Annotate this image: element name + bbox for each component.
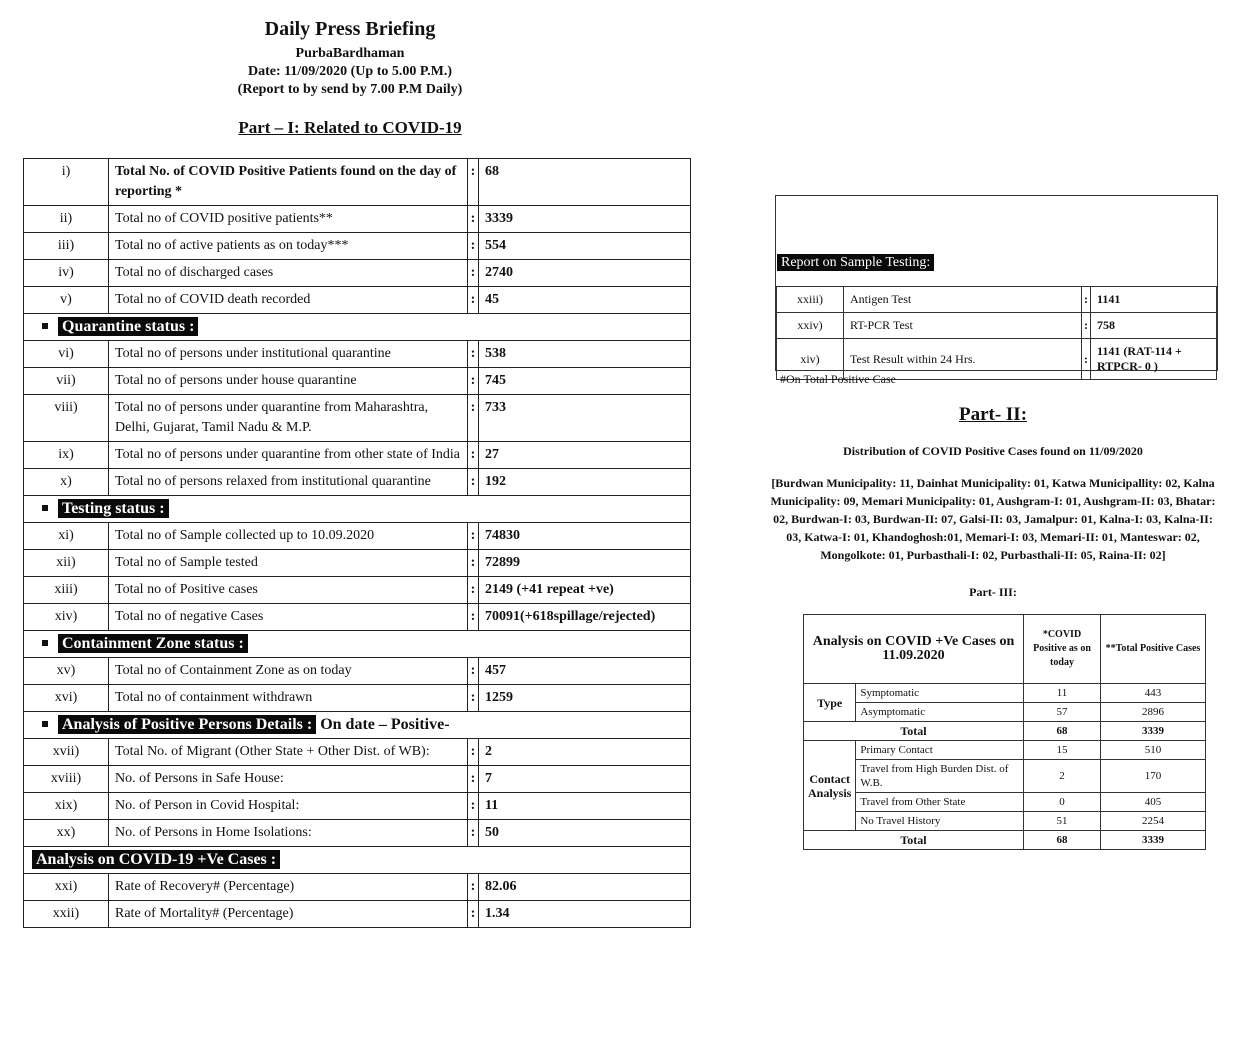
- analysis-persons-heading: [24, 712, 691, 739]
- row-value: 1141: [1091, 287, 1217, 313]
- row-colon: :: [468, 206, 479, 233]
- row-colon: :: [468, 469, 479, 496]
- row-colon: :: [468, 395, 479, 442]
- contact-total-label: Total: [804, 831, 1024, 850]
- analysis-persons-heading-suffix: On date – Positive-: [320, 716, 450, 733]
- row-number: xi): [24, 523, 109, 550]
- row-value: 1141 (RAT-114 + RTPCR- 0 ): [1091, 339, 1217, 380]
- symptomatic-total: 443: [1101, 684, 1206, 703]
- table-row: [24, 442, 691, 469]
- table-row: [24, 159, 691, 206]
- contact-total-today: 68: [1024, 831, 1101, 850]
- no-travel-total: 2254: [1101, 812, 1206, 831]
- table-row: [24, 206, 691, 233]
- row-label: Total no of containment withdrawn: [109, 685, 468, 712]
- row-colon: :: [468, 901, 479, 928]
- section-row: [24, 847, 691, 874]
- analysis-cases-heading: [24, 847, 691, 874]
- symptomatic-label: Symptomatic: [856, 684, 1024, 703]
- table-row: [24, 233, 691, 260]
- table-row: [24, 793, 691, 820]
- row-label: Rate of Mortality# (Percentage): [109, 901, 468, 928]
- row-colon: :: [468, 233, 479, 260]
- report-note: (Report to by send by 7.00 P.M Daily): [237, 82, 463, 97]
- part2-title: Part- II:: [958, 404, 1028, 425]
- row-label: Total No. of COVID Positive Patients found on the day of reporting *: [109, 159, 468, 206]
- testing-status-heading-text: Testing status :: [58, 499, 169, 518]
- row-colon: :: [468, 341, 479, 368]
- primary-contact-label: Primary Contact: [856, 741, 1024, 760]
- analysis-persons-heading-text: Analysis of Positive Persons Details :: [58, 715, 316, 734]
- high-burden-label: Travel from High Burden Dist. of W.B.: [856, 760, 1024, 793]
- row-label: No. of Person in Covid Hospital:: [109, 793, 468, 820]
- table-row: [24, 395, 691, 442]
- district-name: PurbaBardhaman: [295, 46, 405, 61]
- report-date: Date: 11/09/2020 (Up to 5.00 P.M.): [247, 64, 453, 79]
- row-number: xxiv): [777, 313, 844, 339]
- quarantine-status-heading: [24, 314, 691, 341]
- row-number: xviii): [24, 766, 109, 793]
- row-colon: :: [1082, 313, 1091, 339]
- analysis-head-title: Analysis on COVID +Ve Cases on 11.09.2020: [804, 615, 1024, 684]
- row-value: 72899: [479, 550, 691, 577]
- row-value: 11: [479, 793, 691, 820]
- row-colon: :: [468, 739, 479, 766]
- no-travel-today: 51: [1024, 812, 1101, 831]
- containment-status-heading: [24, 631, 691, 658]
- row-colon: :: [468, 368, 479, 395]
- row-number: v): [24, 287, 109, 314]
- table-row: [24, 604, 691, 631]
- row-number: xiv): [777, 339, 844, 380]
- row-label: Total no of discharged cases: [109, 260, 468, 287]
- table-row: [24, 469, 691, 496]
- asymptomatic-label: Asymptomatic: [856, 703, 1024, 722]
- row-value: 50: [479, 820, 691, 847]
- part3-title: Part- III:: [969, 585, 1017, 599]
- row-number: xiii): [24, 577, 109, 604]
- section-row: [24, 631, 691, 658]
- high-burden-total: 170: [1101, 760, 1206, 793]
- row-value: 7: [479, 766, 691, 793]
- row-label: Total no of active patients as on today***: [109, 233, 468, 260]
- no-travel-label: No Travel History: [856, 812, 1024, 831]
- row-number: vi): [24, 341, 109, 368]
- row-label: RT-PCR Test: [844, 313, 1082, 339]
- row-value: 192: [479, 469, 691, 496]
- footnote: #On Total Positive Case: [780, 372, 896, 386]
- row-colon: :: [468, 260, 479, 287]
- primary-contact-today: 15: [1024, 741, 1101, 760]
- table-row: [24, 766, 691, 793]
- row-number: xv): [24, 658, 109, 685]
- part1-title: Part – I: Related to COVID-19: [238, 118, 462, 137]
- row-colon: :: [1082, 339, 1091, 380]
- row-label: Total no of persons under quarantine from other state of India: [109, 442, 468, 469]
- contact-total-total: 3339: [1101, 831, 1206, 850]
- row-label: Antigen Test: [844, 287, 1082, 313]
- section-row: [24, 712, 691, 739]
- row-value: 45: [479, 287, 691, 314]
- row-label: Total no of COVID positive patients**: [109, 206, 468, 233]
- row-label: Total no of Sample tested: [109, 550, 468, 577]
- row-label: Total No. of Migrant (Other State + Other Dist. of WB):: [109, 739, 468, 766]
- row-value: 70091(+618spillage/rejected): [479, 604, 691, 631]
- row-number: iv): [24, 260, 109, 287]
- row-value: 758: [1091, 313, 1217, 339]
- bullet-icon: [42, 505, 48, 511]
- row-value: 2740: [479, 260, 691, 287]
- table-row: [24, 260, 691, 287]
- distribution-list: [Burdwan Municipality: 11, Dainhat Municipality: 01, Katwa Municipallity: 02, Kalna Municipality: 09, Memari Municipality: 01, Aushgram-I: 01, Aushgram-II: 03, Bhatar: 02, Burdwan-I: 03, Burdwan-II: 07, Galsi-II: 03, Jamalpur: 01, Kalna-I: 03, Kalna-II: 03, Katwa-I: 01, Khandoghosh:01, Memari-I: 03, Memari-II: 01, Manteswar: 02, Mongolkote: 01, Purbasthali-I: 02, Purbasthali-II: 05, Raina-II: 02]: [770, 476, 1216, 562]
- row-label: Total no of persons relaxed from institutional quarantine: [109, 469, 468, 496]
- row-number: iii): [24, 233, 109, 260]
- report-title: Daily Press Briefing: [264, 18, 436, 40]
- row-colon: :: [468, 793, 479, 820]
- row-colon: :: [468, 766, 479, 793]
- row-colon: :: [1082, 287, 1091, 313]
- row-number: xix): [24, 793, 109, 820]
- other-state-today: 0: [1024, 793, 1101, 812]
- other-state-total: 405: [1101, 793, 1206, 812]
- bullet-icon: [42, 640, 48, 646]
- table-row: [24, 658, 691, 685]
- row-colon: :: [468, 523, 479, 550]
- row-label: Total no of Positive cases: [109, 577, 468, 604]
- row-label: Total no of negative Cases: [109, 604, 468, 631]
- row-number: xvi): [24, 685, 109, 712]
- symptomatic-today: 11: [1024, 684, 1101, 703]
- covid-status-table: [23, 158, 691, 928]
- table-row: [24, 368, 691, 395]
- row-value: 2149 (+41 repeat +ve): [479, 577, 691, 604]
- table-row: [24, 820, 691, 847]
- row-number: xx): [24, 820, 109, 847]
- row-value: 3339: [479, 206, 691, 233]
- other-state-label: Travel from Other State: [856, 793, 1024, 812]
- row-value: 733: [479, 395, 691, 442]
- row-number: xvii): [24, 739, 109, 766]
- row-value: 1259: [479, 685, 691, 712]
- table-row: [24, 739, 691, 766]
- section-row: [24, 314, 691, 341]
- row-value: 74830: [479, 523, 691, 550]
- distribution-subtitle: Distribution of COVID Positive Cases found on 11/09/2020: [843, 444, 1143, 458]
- row-value: 68: [479, 159, 691, 206]
- report-header: [0, 18, 700, 99]
- row-value: 2: [479, 739, 691, 766]
- row-label: Total no of persons under quarantine from Maharashtra, Delhi, Gujarat, Tamil Nadu & M.P.: [109, 395, 468, 442]
- table-row: [24, 577, 691, 604]
- row-label: Total no of Containment Zone as on today: [109, 658, 468, 685]
- row-number: xiv): [24, 604, 109, 631]
- row-label: No. of Persons in Safe House:: [109, 766, 468, 793]
- row-value: 27: [479, 442, 691, 469]
- containment-status-heading-text: Containment Zone status :: [58, 634, 248, 653]
- type-total-total: 3339: [1101, 722, 1206, 741]
- bullet-icon: [42, 721, 48, 727]
- bullet-icon: [42, 323, 48, 329]
- section-row: [24, 496, 691, 523]
- row-number: x): [24, 469, 109, 496]
- contact-analysis-label: Contact Analysis: [804, 741, 856, 831]
- analysis-cases-heading-text: Analysis on COVID-19 +Ve Cases :: [32, 850, 280, 869]
- asymptomatic-total: 2896: [1101, 703, 1206, 722]
- analysis-table: [803, 614, 1206, 850]
- row-colon: :: [468, 604, 479, 631]
- asymptomatic-today: 57: [1024, 703, 1101, 722]
- row-colon: :: [468, 874, 479, 901]
- row-label: No. of Persons in Home Isolations:: [109, 820, 468, 847]
- row-number: xxiii): [777, 287, 844, 313]
- row-value: 82.06: [479, 874, 691, 901]
- row-number: vii): [24, 368, 109, 395]
- row-number: ix): [24, 442, 109, 469]
- row-value: 1.34: [479, 901, 691, 928]
- row-colon: :: [468, 685, 479, 712]
- type-label: Type: [804, 684, 856, 722]
- row-colon: :: [468, 820, 479, 847]
- table-row: [24, 523, 691, 550]
- row-number: xii): [24, 550, 109, 577]
- row-colon: :: [468, 287, 479, 314]
- row-number: viii): [24, 395, 109, 442]
- sample-testing-title: [777, 255, 934, 271]
- row-value: 457: [479, 658, 691, 685]
- row-label: Rate of Recovery# (Percentage): [109, 874, 468, 901]
- row-colon: :: [468, 159, 479, 206]
- table-row: [24, 550, 691, 577]
- row-colon: :: [468, 442, 479, 469]
- row-colon: :: [468, 658, 479, 685]
- table-row: [24, 287, 691, 314]
- row-colon: :: [468, 550, 479, 577]
- table-row: [777, 287, 1217, 313]
- row-number: xxii): [24, 901, 109, 928]
- table-row: [24, 341, 691, 368]
- row-number: xxi): [24, 874, 109, 901]
- row-label: Total no of Sample collected up to 10.09.2020: [109, 523, 468, 550]
- quarantine-status-heading-text: Quarantine status :: [58, 317, 198, 336]
- row-value: 554: [479, 233, 691, 260]
- row-label: Total no of COVID death recorded: [109, 287, 468, 314]
- analysis-head-total: **Total Positive Cases: [1101, 615, 1206, 684]
- row-value: 745: [479, 368, 691, 395]
- testing-status-heading: [24, 496, 691, 523]
- primary-contact-total: 510: [1101, 741, 1206, 760]
- table-row: [777, 313, 1217, 339]
- analysis-head-today: *COVID Positive as on today: [1024, 615, 1101, 684]
- row-number: i): [24, 159, 109, 206]
- sample-testing-table: [776, 286, 1217, 380]
- row-label: Total no of persons under house quarantine: [109, 368, 468, 395]
- row-colon: :: [468, 577, 479, 604]
- row-label: Test Result within 24 Hrs.: [844, 339, 1082, 380]
- row-label: Total no of persons under institutional quarantine: [109, 341, 468, 368]
- table-row: [24, 874, 691, 901]
- row-number: ii): [24, 206, 109, 233]
- table-row: [24, 901, 691, 928]
- sample-testing-title-text: Report on Sample Testing:: [777, 254, 934, 271]
- high-burden-today: 2: [1024, 760, 1101, 793]
- type-total-today: 68: [1024, 722, 1101, 741]
- type-total-label: Total: [804, 722, 1024, 741]
- table-row: [24, 685, 691, 712]
- row-value: 538: [479, 341, 691, 368]
